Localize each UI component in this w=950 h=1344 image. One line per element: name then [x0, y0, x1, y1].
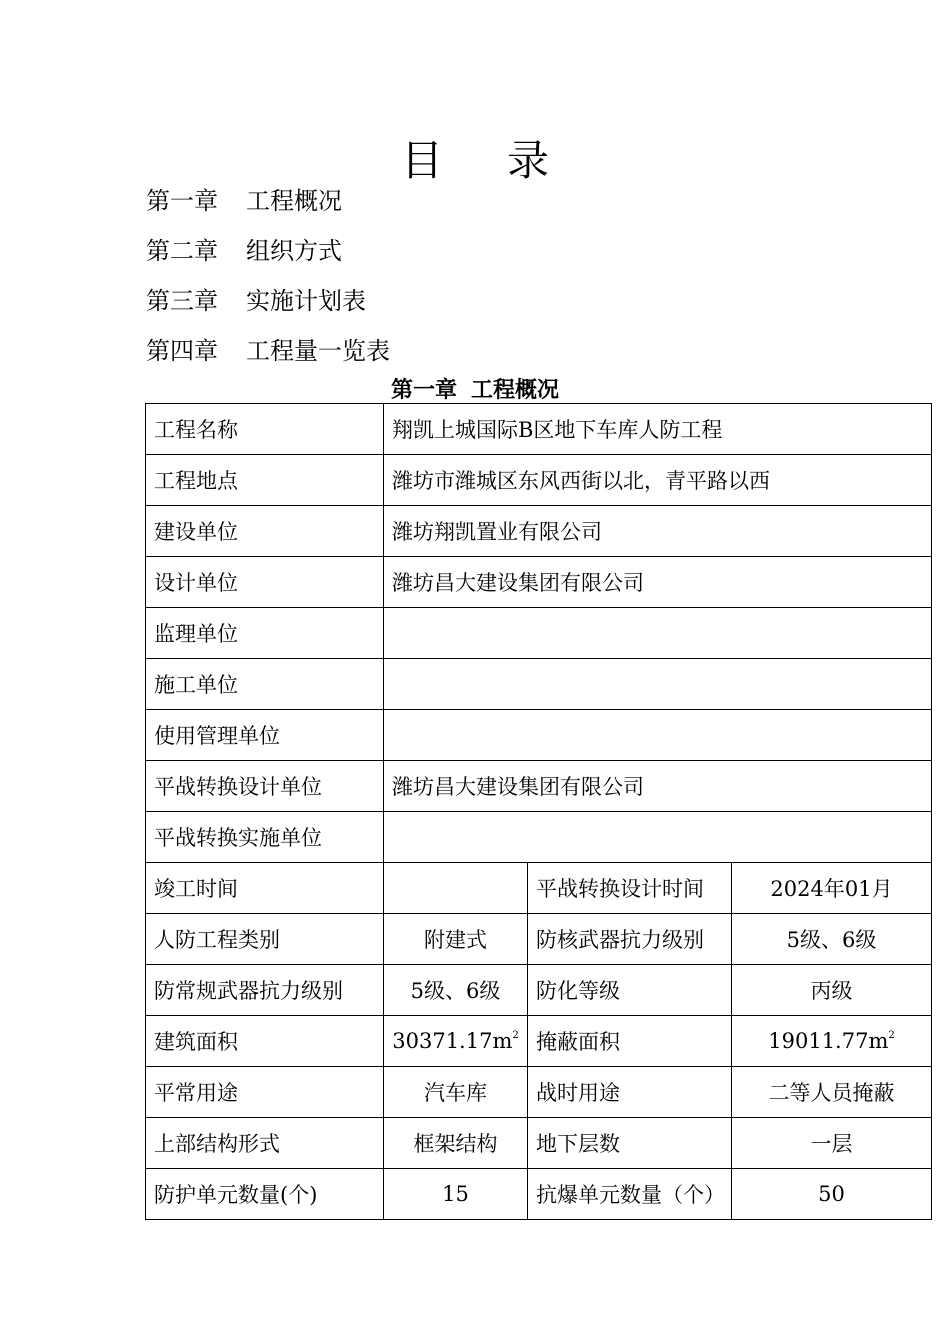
toc-chapter: 第四章: [146, 337, 218, 365]
unit-superscript: 2: [512, 1030, 519, 1041]
row-value: 15: [384, 1169, 528, 1220]
row-value: [732, 1016, 932, 1067]
table-row: [146, 1169, 932, 1220]
toc-chapter-title: 实施计划表: [246, 287, 366, 315]
chapter-number: 第一章: [390, 378, 457, 403]
row-label: 上部结构形式: [146, 1118, 384, 1169]
table-row: [146, 557, 932, 608]
row-value: 二等人员掩蔽: [732, 1067, 932, 1118]
project-overview-table: [145, 403, 932, 1220]
table-row: [146, 506, 932, 557]
chapter-heading: [0, 373, 950, 404]
row-value: [384, 659, 932, 710]
toc-chapter: 第三章: [146, 287, 218, 315]
toc-title: [0, 128, 950, 188]
table-row: [146, 608, 932, 659]
toc-chapter: 第二章: [146, 237, 218, 265]
table-row: [146, 710, 932, 761]
row-value: 潍坊市潍城区东风西街以北，青平路以西: [384, 455, 932, 506]
row-value: 丙级: [732, 965, 932, 1016]
row-label: 平常用途: [146, 1067, 384, 1118]
table-row: [146, 761, 932, 812]
row-value: 翔凯上城国际B区地下车库人防工程: [384, 404, 932, 455]
row-value: 框架结构: [384, 1118, 528, 1169]
row-value: 一层: [732, 1118, 932, 1169]
table-row: [146, 914, 932, 965]
row-value: 潍坊翔凯置业有限公司: [384, 506, 932, 557]
row-label: 监理单位: [146, 608, 384, 659]
row-value: 2024年01月: [732, 863, 932, 914]
row-value: 5级、6级: [384, 965, 528, 1016]
table-row: [146, 863, 932, 914]
row-label: 防核武器抗力级别: [528, 914, 732, 965]
table-row: [146, 1118, 932, 1169]
table-row: [146, 812, 932, 863]
row-value: [384, 812, 932, 863]
row-label: 工程地点: [146, 455, 384, 506]
toc-item: [146, 234, 390, 284]
toc-title-char-1: 目: [400, 136, 443, 185]
row-value: [384, 863, 528, 914]
row-label: 防化等级: [528, 965, 732, 1016]
row-value: 附建式: [384, 914, 528, 965]
row-label: 设计单位: [146, 557, 384, 608]
row-label: 抗爆单元数量（个）: [528, 1169, 732, 1220]
row-value: [384, 710, 932, 761]
row-label: 防常规武器抗力级别: [146, 965, 384, 1016]
row-label: 人防工程类别: [146, 914, 384, 965]
row-label: 掩蔽面积: [528, 1016, 732, 1067]
toc-title-char-2: 录: [507, 136, 550, 185]
area-value: 19011.77m: [768, 1029, 889, 1053]
row-label: 建筑面积: [146, 1016, 384, 1067]
row-label: 地下层数: [528, 1118, 732, 1169]
chapter-title: 工程概况: [471, 378, 560, 403]
row-value: [384, 1016, 528, 1067]
row-value: 潍坊昌大建设集团有限公司: [384, 557, 932, 608]
row-value: 5级、6级: [732, 914, 932, 965]
row-label: 战时用途: [528, 1067, 732, 1118]
toc-chapter-title: 工程概况: [246, 187, 342, 215]
row-label: 施工单位: [146, 659, 384, 710]
area-value: 30371.17m: [392, 1029, 513, 1053]
table-row: [146, 1016, 932, 1067]
toc-chapter-title: 工程量一览表: [246, 337, 390, 365]
table-row: [146, 404, 932, 455]
toc-chapter-title: 组织方式: [246, 237, 342, 265]
row-label: 防护单元数量(个): [146, 1169, 384, 1220]
row-label: 建设单位: [146, 506, 384, 557]
row-label: 竣工时间: [146, 863, 384, 914]
row-label: 平战转换实施单位: [146, 812, 384, 863]
toc-item: [146, 184, 390, 234]
table-row: [146, 455, 932, 506]
table-row: [146, 659, 932, 710]
toc-chapter: 第一章: [146, 187, 218, 215]
row-value: 潍坊昌大建设集团有限公司: [384, 761, 932, 812]
row-label: 平战转换设计单位: [146, 761, 384, 812]
table-row: [146, 1067, 932, 1118]
toc-list: [146, 184, 390, 384]
row-label: 工程名称: [146, 404, 384, 455]
table-row: [146, 965, 932, 1016]
row-value: 汽车库: [384, 1067, 528, 1118]
toc-item: [146, 284, 390, 334]
row-value: 50: [732, 1169, 932, 1220]
unit-superscript: 2: [888, 1030, 895, 1041]
row-label: 平战转换设计时间: [528, 863, 732, 914]
row-value: [384, 608, 932, 659]
row-label: 使用管理单位: [146, 710, 384, 761]
